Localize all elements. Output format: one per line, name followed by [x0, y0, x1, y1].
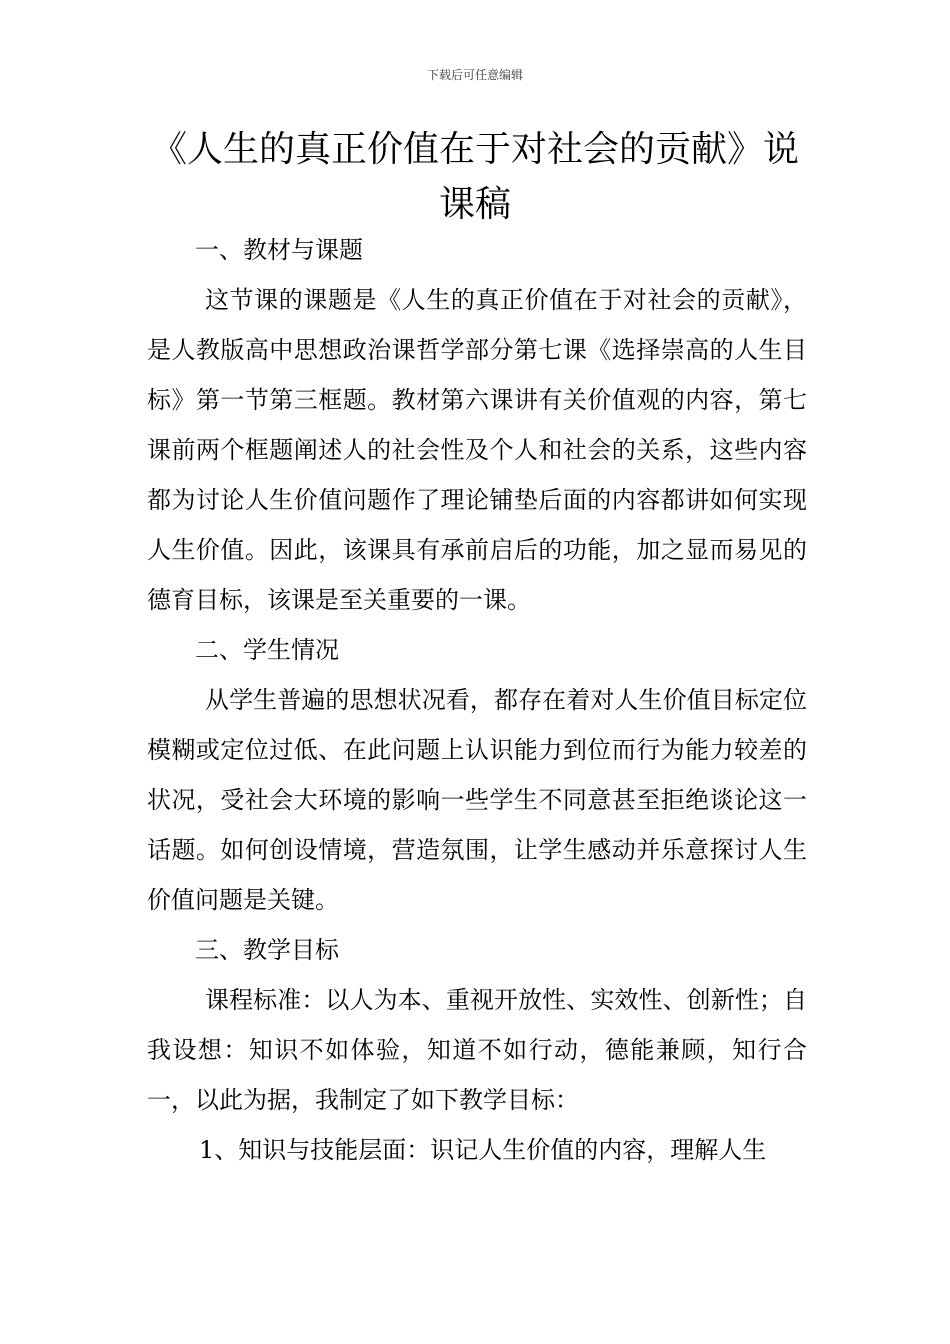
- paragraph: 这节课的课题是《人生的真正价值在于对社会的贡献》，是人教版高中思想政治课哲学部分第七课《选择崇高的人生目标》第一节第三框题。教材第六课讲有关价值观的内容，第七课前两个框题阐述人的社会性及个人和社会的关系，这些内容都为讨论人生价值问题作了理论铺垫后面的内容都讲如何实现人生价值。因此，该课具有承前启后的功能，加之显而易见的德育目标，该课是至关重要的一课。: [147, 286, 807, 614]
- document-body: [147, 225, 807, 1175]
- section: [147, 225, 807, 625]
- section-heading: 一、教材与课题: [195, 236, 363, 264]
- section-heading: 二、学生情况: [195, 636, 339, 664]
- paragraph: 1、知识与技能层面：识记人生价值的内容，理解人生: [199, 1136, 767, 1164]
- section: [147, 925, 807, 1175]
- header-note: 下载后可任意编辑: [426, 68, 523, 82]
- document-title: 《人生的真正价值在于对社会的贡献》说课稿: [150, 129, 799, 225]
- section: [147, 625, 807, 925]
- paragraph: 从学生普遍的思想状况看，都存在着对人生价值目标定位模糊或定位过低、在此问题上认识能力到位而行为能力较差的状况，受社会大环境的影响一些学生不同意甚至拒绝谈论这一话题。如何创设情境，营造氛围，让学生感动并乐意探讨人生价值问题是关键。: [147, 686, 807, 914]
- paragraph: 课程标准：以人为本、重视开放性、实效性、创新性；自我设想：知识不如体验，知道不如行动，德能兼顾，知行合一，以此为据，我制定了如下教学目标：: [147, 986, 807, 1114]
- section-heading: 三、教学目标: [195, 936, 339, 964]
